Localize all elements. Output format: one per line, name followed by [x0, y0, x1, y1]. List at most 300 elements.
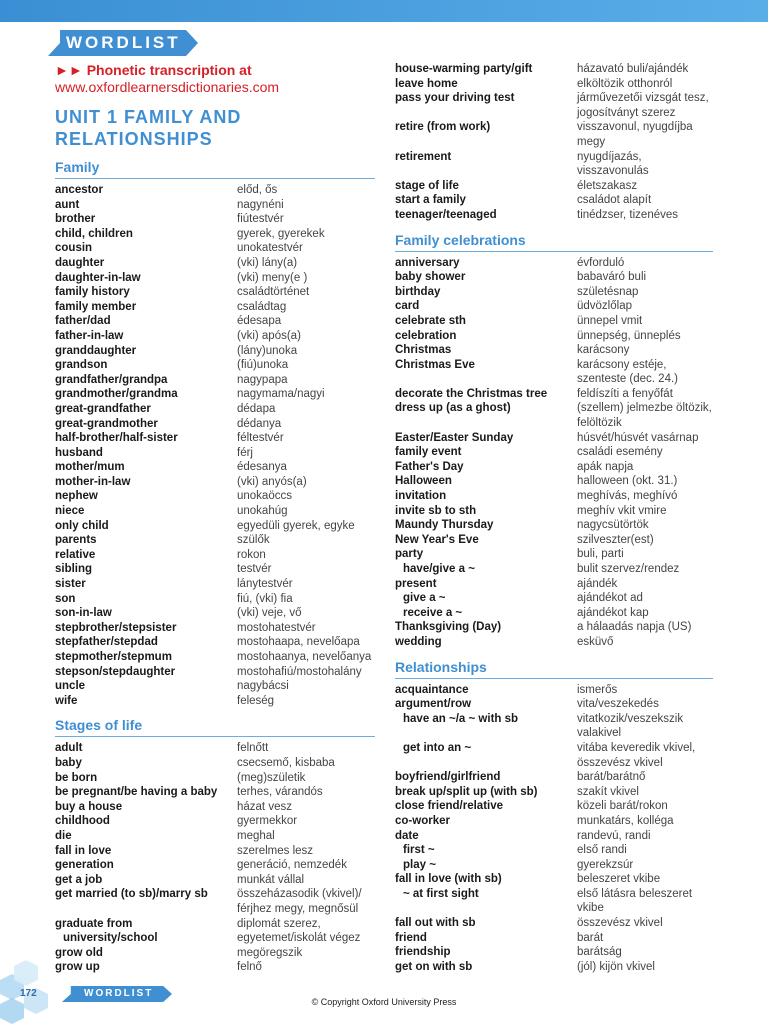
wordlist-entry — [395, 887, 713, 902]
english-term: present — [395, 577, 437, 590]
english-term: Easter/Easter Sunday — [395, 431, 514, 444]
wordlist-entry — [55, 741, 375, 756]
wordlist-entry — [395, 785, 713, 800]
hungarian-translation: ajándékot ad — [577, 592, 643, 605]
english-term: stage of life — [395, 179, 459, 192]
wordlist-entry — [55, 285, 375, 300]
english-term: boyfriend/girlfriend — [395, 771, 501, 784]
wordlist-entry — [395, 872, 713, 887]
hungarian-translation: visszavonul, nyugdíjba — [577, 121, 693, 134]
english-term: mother-in-law — [55, 475, 131, 488]
wordlist-entry — [55, 650, 375, 665]
hungarian-translation: húsvét/húsvét vasárnap — [577, 431, 699, 444]
wordlist-entry — [395, 620, 713, 635]
english-term: stepson/stepdaughter — [55, 665, 176, 678]
hungarian-translation: babaváró buli — [577, 271, 647, 284]
wordlist-entry — [55, 446, 375, 461]
english-term: have/give a ~ — [403, 563, 475, 575]
hungarian-translation: gyerek, gyerekek — [237, 227, 325, 240]
english-term: son-in-law — [55, 607, 112, 620]
wordlist-entry — [55, 183, 375, 198]
english-term — [395, 726, 577, 741]
hungarian-translation: (szellem) jelmezbe öltözik, — [577, 402, 712, 415]
wordlist-entry — [55, 475, 375, 490]
english-term: get on with sb — [395, 960, 473, 973]
wordlist-entry — [55, 256, 375, 271]
english-term: graduate from — [55, 917, 133, 930]
wordlist-entry — [395, 120, 713, 135]
english-term: friendship — [395, 946, 451, 959]
english-term: great-grandfather — [55, 402, 151, 415]
english-term: daughter-in-law — [55, 271, 141, 284]
wordlist-entry — [395, 533, 713, 548]
wordlist-entry — [55, 387, 375, 402]
wordlist-entry — [55, 417, 375, 432]
english-term: decorate the Christmas tree — [395, 387, 548, 400]
english-term: baby shower — [395, 271, 466, 284]
english-term: die — [55, 829, 72, 842]
english-term: ~ at first sight — [403, 887, 479, 900]
hungarian-translation: mostohaapa, nevelőapa — [237, 636, 360, 649]
stages-continued — [395, 62, 713, 223]
english-term — [395, 135, 577, 150]
wordlist-entry — [395, 314, 713, 329]
wordlist-entry — [55, 694, 375, 709]
english-term: sister — [55, 578, 86, 591]
hungarian-translation: születésnap — [577, 285, 639, 298]
wordlist-entry — [395, 91, 713, 106]
english-term: Father's Day — [395, 460, 464, 473]
english-term: break up/split up (with sb) — [395, 785, 538, 798]
english-term: father-in-law — [55, 329, 124, 342]
wordlist-entry — [395, 726, 713, 741]
wordlist-entry — [395, 518, 713, 533]
hungarian-translation: terhes, várandós — [237, 786, 323, 799]
english-term: half-brother/half-sister — [55, 432, 178, 445]
hungarian-translation: fiútestvér — [237, 213, 284, 226]
english-term: first ~ — [403, 844, 435, 857]
hungarian-translation: meghív vkit vmire — [577, 504, 667, 517]
english-term: adult — [55, 742, 83, 755]
english-term: card — [395, 300, 420, 313]
wordlist-entry — [395, 799, 713, 814]
english-term: mother/mum — [55, 461, 125, 474]
wordlist-entry — [395, 814, 713, 829]
wordlist-entry — [395, 372, 713, 387]
hungarian-translation: (vki) após(a) — [237, 329, 301, 342]
hungarian-translation: apák napja — [577, 460, 634, 473]
english-term: husband — [55, 446, 103, 459]
wordlist-entry — [395, 135, 713, 150]
wordlist-entry — [395, 329, 713, 344]
english-term: pass your driving test — [395, 92, 515, 105]
hungarian-translation: üdvözlőlap — [577, 300, 632, 313]
hungarian-translation: (vki) meny(e ) — [237, 271, 308, 284]
section-heading: Relationships — [395, 658, 713, 679]
wordlist-entry — [55, 665, 375, 680]
hungarian-translation: karácsony estéje, — [577, 358, 667, 371]
wordlist-entry — [395, 697, 713, 712]
wordlist-entry — [55, 300, 375, 315]
english-term: leave home — [395, 77, 458, 90]
wordlist-entry — [395, 285, 713, 300]
english-term: grow up — [55, 961, 100, 974]
wordlist-entry — [395, 756, 713, 771]
english-term: invite sb to sth — [395, 504, 477, 517]
wordlist-entry — [55, 679, 375, 694]
wordlist-entry — [55, 814, 375, 829]
wordlist-entry — [55, 771, 375, 786]
wordlist-entry — [395, 474, 713, 489]
wordlist-entry — [395, 387, 713, 402]
hungarian-translation: mostohaanya, nevelőanya — [237, 651, 372, 663]
hungarian-translation: felnőtt — [237, 742, 269, 755]
hungarian-translation: buli, parti — [577, 548, 624, 561]
english-term: date — [395, 829, 419, 842]
wordlist-entry — [395, 208, 713, 223]
english-term: anniversary — [395, 256, 460, 269]
wordlist-entry — [395, 606, 713, 621]
english-term: baby — [55, 756, 82, 769]
left-sections — [55, 158, 375, 975]
hungarian-translation: barátság — [577, 946, 622, 959]
wordlist-entry — [55, 577, 375, 592]
hungarian-translation: jogosítványt szerez — [577, 106, 676, 119]
english-term: grandfather/grandpa — [55, 373, 168, 386]
english-term: parents — [55, 534, 97, 547]
hungarian-translation: nagynéni — [237, 198, 284, 211]
hungarian-translation: tinédzser, tizenéves — [577, 208, 679, 221]
english-term: fall out with sb — [395, 917, 476, 930]
english-term — [395, 756, 577, 771]
top-banner — [0, 0, 768, 22]
hungarian-translation: (vki) lány(a) — [237, 256, 298, 269]
english-term: birthday — [395, 285, 441, 298]
hungarian-translation: rokon — [237, 548, 266, 561]
wordlist-entry — [55, 592, 375, 607]
wordlist-entry — [395, 445, 713, 460]
section-heading: Stages of life — [55, 716, 375, 737]
english-term: uncle — [55, 680, 86, 693]
wordlist-badge-text: WORDLIST — [66, 33, 181, 52]
hungarian-translation: nagypapa — [237, 373, 288, 386]
wordlist-entry — [395, 843, 713, 858]
english-term: niece — [55, 505, 85, 518]
wordlist-entry — [55, 606, 375, 621]
hungarian-translation: (meg)születik — [237, 771, 306, 784]
wordlist-entry — [55, 635, 375, 650]
hungarian-translation: szerelmes lesz — [237, 844, 314, 857]
wordlist-entry — [55, 489, 375, 504]
hungarian-translation: összeházasodik (vkivel)/ — [237, 888, 362, 901]
wordlist-entry — [55, 800, 375, 815]
english-term: daughter — [55, 256, 105, 269]
wordlist-entry — [55, 227, 375, 242]
english-term: father/dad — [55, 315, 111, 328]
unit-title-line-2: RELATIONSHIPS — [55, 129, 213, 149]
hungarian-translation: megöregszik — [237, 946, 303, 959]
english-term: get into an ~ — [403, 741, 472, 754]
hungarian-translation: meghal — [237, 829, 275, 842]
english-term: aunt — [55, 198, 80, 211]
english-term — [55, 902, 237, 917]
english-term: dress up (as a ghost) — [395, 402, 511, 415]
english-term: childhood — [55, 815, 110, 828]
wordlist-entry — [395, 960, 713, 975]
english-term: celebration — [395, 329, 457, 342]
english-term: fall in love — [55, 844, 112, 857]
wordlist-entry — [55, 504, 375, 519]
hungarian-translation: mostohafiú/mostohalány — [237, 665, 362, 678]
wordlist-entry — [395, 256, 713, 271]
hungarian-translation: barát/barátnő — [577, 771, 646, 784]
english-term: close friend/relative — [395, 800, 504, 813]
english-term: get married (to sb)/marry sb — [55, 888, 208, 901]
english-term: sibling — [55, 563, 93, 576]
hungarian-translation: családtörténet — [237, 286, 310, 299]
hungarian-translation: beleszeret vkibe — [577, 873, 661, 886]
hungarian-translation: lánytestvér — [237, 578, 293, 591]
wordlist-entry — [395, 106, 713, 121]
wordlist-entry — [55, 917, 375, 932]
hungarian-translation: ünnepel vmit — [577, 314, 643, 327]
phonetic-label: Phonetic transcription at — [86, 62, 252, 78]
wordlist-entry — [395, 150, 713, 179]
english-term: son — [55, 592, 76, 605]
english-term: child, children — [55, 227, 133, 240]
hungarian-translation: vitába keveredik vkivel, — [577, 741, 696, 754]
hungarian-translation: első látásra beleszeret — [577, 887, 693, 900]
wordlist-entry — [395, 547, 713, 562]
wordlist-entry — [395, 77, 713, 92]
english-term: argument/row — [395, 698, 472, 711]
english-term: teenager/teenaged — [395, 208, 497, 221]
english-term: Thanksgiving (Day) — [395, 621, 502, 634]
hungarian-translation: édesanya — [237, 461, 287, 474]
english-term: retire (from work) — [395, 121, 491, 134]
hungarian-translation: nyugdíjazás, visszavonulás — [577, 150, 649, 178]
hungarian-translation: (lány)unoka — [237, 344, 298, 357]
english-term: family event — [395, 446, 462, 459]
hungarian-translation: férjhez megy, megnősül — [237, 902, 359, 915]
wordlist-entry — [395, 683, 713, 698]
hungarian-translation: gyermekkor — [237, 815, 298, 828]
hungarian-translation: ünnepség, ünneplés — [577, 329, 681, 342]
english-term: wedding — [395, 635, 442, 648]
hungarian-translation: dédapa — [237, 402, 276, 415]
english-term: family history — [55, 286, 130, 299]
hungarian-translation: szülők — [237, 534, 270, 547]
phonetic-note — [55, 62, 375, 79]
hungarian-translation: első randi — [577, 844, 627, 857]
english-term: Maundy Thursday — [395, 519, 494, 532]
wordlist-entry — [395, 299, 713, 314]
unit-title — [55, 106, 375, 150]
english-term: ancestor — [55, 184, 103, 196]
english-term: wife — [55, 694, 78, 707]
left-column — [55, 62, 375, 975]
hungarian-translation: házavató buli/ajándék — [577, 63, 689, 75]
english-term: house-warming party/gift — [395, 63, 533, 75]
english-term: friend — [395, 931, 427, 944]
hungarian-translation: ajándékot kap — [577, 606, 649, 619]
english-term: give a ~ — [403, 592, 446, 605]
hungarian-translation: esküvő — [577, 635, 614, 648]
wordlist-entry — [55, 344, 375, 359]
right-sections — [395, 231, 713, 975]
hungarian-translation: felöltözik — [577, 417, 622, 430]
wordlist-entry — [395, 343, 713, 358]
english-term: fall in love (with sb) — [395, 873, 502, 886]
wordlist-entry — [395, 460, 713, 475]
copyright: © Copyright Oxford University Press — [311, 997, 457, 1007]
wordlist-entry — [395, 62, 713, 77]
hungarian-translation: bulit szervez/rendez — [577, 563, 680, 575]
hungarian-translation: gyerekzsúr — [577, 858, 634, 871]
wordlist-entry — [55, 887, 375, 902]
wordlist-entry — [55, 431, 375, 446]
hungarian-translation: összevész vkivel — [577, 917, 663, 930]
hungarian-translation: nagycsütörtök — [577, 519, 649, 532]
wordlist-entry — [395, 829, 713, 844]
english-term: granddaughter — [55, 344, 137, 357]
wordlist-entry — [55, 373, 375, 388]
wordlist-entry — [55, 314, 375, 329]
hungarian-translation: vkibe — [577, 902, 604, 915]
english-term: celebrate sth — [395, 314, 466, 327]
wordlist-entry — [55, 785, 375, 800]
wordlist-entry — [55, 198, 375, 213]
wordlist-entry — [395, 358, 713, 373]
english-term: buy a house — [55, 800, 123, 813]
hungarian-translation: férj — [237, 446, 253, 459]
hungarian-translation: ajándék — [577, 577, 618, 590]
english-term: grow old — [55, 946, 103, 959]
hungarian-translation: dédanya — [237, 417, 282, 430]
hungarian-translation: szenteste (dec. 24.) — [577, 373, 678, 386]
wordlist-entry — [395, 431, 713, 446]
english-term: New Year's Eve — [395, 533, 479, 546]
english-term: nephew — [55, 490, 98, 503]
footer-badge-text: WORDLIST — [84, 988, 154, 999]
wordlist-entry — [395, 770, 713, 785]
hungarian-translation: unokatestvér — [237, 242, 303, 255]
hungarian-translation: egyedüli gyerek, egyke — [237, 519, 355, 532]
english-term: grandson — [55, 359, 108, 372]
english-term: retirement — [395, 150, 452, 163]
wordlist-entry — [55, 858, 375, 873]
wordlist-entry — [55, 829, 375, 844]
wordlist-entry — [395, 562, 713, 577]
hungarian-translation: meghívás, meghívó — [577, 490, 678, 503]
wordlist-entry — [395, 712, 713, 727]
wordlist-entry — [395, 741, 713, 756]
dictionary-link[interactable]: www.oxfordlearnersdictionaries.com — [55, 79, 280, 95]
wordlist-entry — [55, 519, 375, 534]
english-term: grandmother/grandma — [55, 388, 178, 401]
wordlist-entry — [55, 844, 375, 859]
english-term: relative — [55, 548, 96, 561]
wordlist-entry — [395, 179, 713, 194]
hungarian-translation: fiú, (vki) fia — [237, 592, 293, 605]
hungarian-translation: egyetemet/iskolát végez — [237, 932, 361, 945]
english-term: get a job — [55, 873, 103, 886]
section-heading: Family — [55, 158, 375, 179]
wordlist-entry — [55, 271, 375, 286]
hungarian-translation: életszakasz — [577, 179, 638, 192]
hungarian-translation: járművezetői vizsgát tesz, — [577, 92, 709, 105]
hungarian-translation: karácsony — [577, 344, 630, 357]
hungarian-translation: feldíszíti a fenyőfát — [577, 387, 673, 400]
wordlist-entry — [55, 358, 375, 373]
hungarian-translation: barát — [577, 931, 604, 944]
english-term: great-grandmother — [55, 417, 158, 430]
hungarian-translation: házat vesz — [237, 800, 292, 813]
english-term: generation — [55, 859, 114, 872]
hungarian-translation: feleség — [237, 694, 275, 707]
hungarian-translation: édesapa — [237, 315, 282, 328]
wordlist-entry — [395, 635, 713, 650]
english-term: party — [395, 548, 424, 561]
wordlist-entry — [395, 401, 713, 416]
hungarian-translation: unokahúg — [237, 505, 288, 518]
wordlist-entry — [395, 193, 713, 208]
hungarian-translation: unokaöccs — [237, 490, 292, 503]
english-term: brother — [55, 213, 96, 226]
hungarian-translation: vita/veszekedés — [577, 698, 659, 711]
wordlist-entry — [395, 416, 713, 431]
hungarian-translation: megy — [577, 135, 606, 148]
english-term: family member — [55, 300, 137, 313]
wordlist-entry — [55, 931, 375, 946]
hungarian-translation: vitatkozik/veszekszik — [577, 712, 684, 725]
wordlist-entry — [395, 591, 713, 606]
wordlist-entry — [55, 548, 375, 563]
wordlist-entry — [55, 902, 375, 917]
wordlist-entry — [395, 270, 713, 285]
hungarian-translation: családi esemény — [577, 446, 663, 459]
english-term: be born — [55, 771, 98, 784]
english-term: invitation — [395, 490, 447, 503]
english-term: start a family — [395, 194, 466, 207]
hungarian-translation: testvér — [237, 563, 272, 576]
english-term — [395, 372, 577, 387]
wordlist-entry — [55, 946, 375, 961]
english-term: co-worker — [395, 814, 450, 827]
wordlist-entry — [395, 504, 713, 519]
hungarian-translation: diplomát szerez, — [237, 917, 321, 930]
hungarian-translation: ismerős — [577, 683, 618, 696]
english-term: stepmother/stepmum — [55, 651, 172, 663]
hungarian-translation: csecsemő, kisbaba — [237, 756, 335, 769]
wordlist-entry — [395, 916, 713, 931]
hungarian-translation: nagybácsi — [237, 680, 289, 693]
hungarian-translation: munkatárs, kolléga — [577, 814, 674, 827]
english-term: cousin — [55, 242, 93, 255]
hungarian-translation: randevú, randi — [577, 829, 651, 842]
double-arrow-icon: ►► — [55, 62, 83, 78]
wordlist-entry — [55, 960, 375, 975]
english-term: acquaintance — [395, 683, 469, 696]
hungarian-translation: mostohatestvér — [237, 621, 316, 634]
hungarian-translation: (vki) anyós(a) — [237, 475, 307, 488]
english-term: Christmas Eve — [395, 358, 475, 371]
hungarian-translation: szakít vkivel — [577, 785, 639, 798]
wordlist-entry — [55, 212, 375, 227]
english-term: university/school — [63, 932, 158, 945]
hungarian-translation: féltestvér — [237, 432, 284, 445]
wordlist-entry — [395, 489, 713, 504]
